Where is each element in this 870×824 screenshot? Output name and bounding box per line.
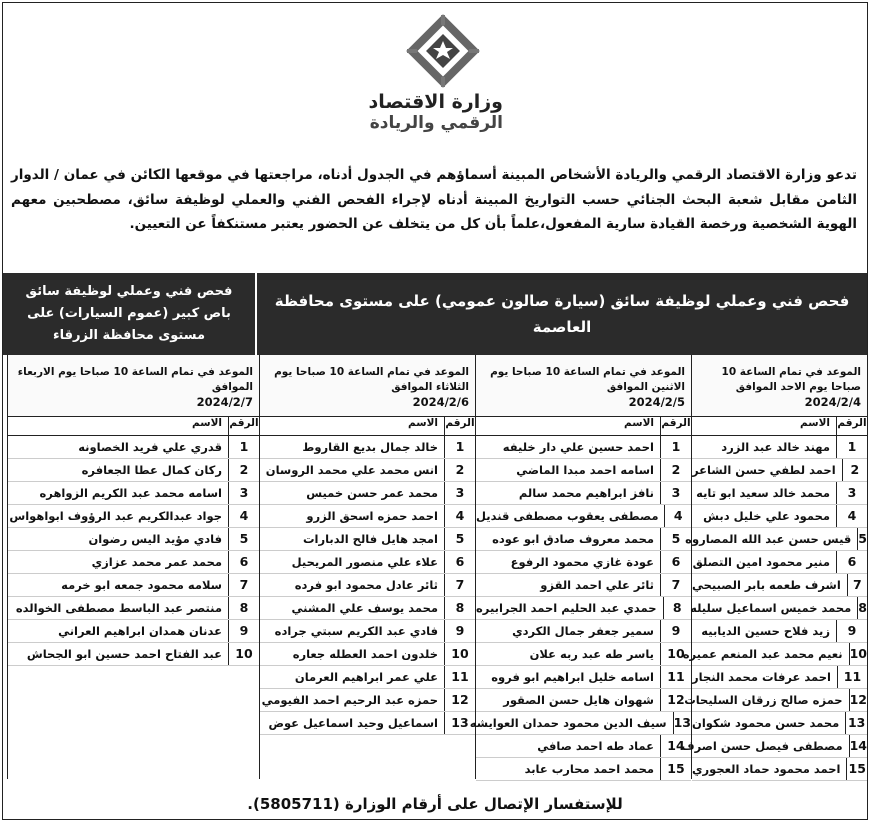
table-row (692, 459, 867, 482)
schedule-column (681, 355, 867, 779)
table-row (682, 643, 867, 666)
row-number: 1 (836, 436, 867, 458)
table-row (260, 643, 475, 666)
row-name: محمد عمر محمد عزازي (91, 555, 222, 569)
table-row (692, 712, 867, 735)
row-name: حمزه صالح زرقان السليحات (684, 693, 843, 707)
row-name: زيد فلاح حسين الديابيه (701, 624, 830, 638)
row-number: 12 (849, 689, 867, 711)
table-row (692, 597, 867, 620)
table-header-row (692, 417, 867, 436)
ministry-emblem-icon (403, 11, 483, 91)
table-row (8, 620, 259, 643)
table-row (692, 574, 867, 597)
table-row (260, 689, 475, 712)
table-row (260, 482, 475, 505)
row-name: محمد خميس اسماعيل سليله (690, 601, 852, 615)
row-name: مصطفى يعقوب مصطفى قنديل (476, 509, 659, 523)
row-number: 11 (660, 666, 691, 688)
table-row (8, 459, 259, 482)
header-num: الرقم (836, 417, 867, 435)
table-row (8, 643, 259, 666)
row-name: محمد معروف صادق ابو عوده (492, 532, 654, 546)
header-num: الرقم (228, 417, 259, 435)
table-row (692, 551, 867, 574)
table-row (684, 689, 867, 712)
table-header-row (260, 417, 475, 436)
schedule-date: 2024/2/6 (412, 395, 469, 409)
schedule-column (259, 355, 475, 779)
row-number: 6 (228, 551, 259, 573)
row-number: 1 (228, 436, 259, 458)
row-number: 5 (228, 528, 259, 550)
row-name: حمدي عبد الحليم احمد الجرابيره (476, 601, 657, 615)
row-number: 13 (444, 712, 475, 734)
header-name: الاسم (408, 417, 438, 429)
row-name: محمود علي خليل دبش (703, 509, 830, 523)
table-row (476, 758, 691, 781)
schedule-column (7, 355, 259, 779)
row-number: 12 (660, 689, 691, 711)
schedule-date: 2024/2/5 (628, 395, 685, 409)
row-name: محمد حسن محمود شكوان (692, 716, 840, 730)
row-name: سيف الدين محمود حمدان العوايشه (469, 716, 667, 730)
ministry-logo (368, 11, 503, 146)
row-number: 7 (228, 574, 259, 596)
table-row (476, 574, 691, 597)
schedule-column (469, 355, 691, 779)
row-number: 13 (845, 712, 867, 734)
row-name: اشرف طعمه بابر الصبيحي (692, 578, 841, 592)
table-row (692, 482, 867, 505)
header-name: الاسم (624, 417, 654, 429)
ministry-name-line2: الرقمي والريادة (369, 113, 503, 133)
column-schedule-header (476, 355, 691, 417)
table-row (692, 666, 867, 689)
row-name: احمد محمود حماد العجوري (692, 762, 841, 776)
header-num: الرقم (444, 417, 475, 435)
row-name: جواد عبدالكريم عبد الرؤوف ابواهواس (9, 509, 222, 523)
table-row (692, 436, 867, 459)
column-schedule-header (8, 355, 259, 417)
ministry-name-line1: وزارة الاقتصاد (368, 91, 503, 113)
row-number: 9 (836, 620, 867, 642)
row-name: عماد طه احمد صافي (537, 739, 654, 753)
row-number: 11 (837, 666, 867, 688)
row-name: امجد هايل فالح الدبارات (303, 532, 438, 546)
row-number: 2 (228, 459, 259, 481)
table-row (260, 505, 475, 528)
header-capital-exam: فحص فني وعملي لوظيفة سائق (سيارة صالون عمومي) على مستوى محافظة العاصمة (257, 273, 867, 355)
table-row (260, 574, 475, 597)
table-row (476, 459, 691, 482)
table-row (260, 712, 475, 735)
column-schedule-header (692, 355, 867, 417)
row-name: فادي مؤيد اليس رضوان (88, 532, 222, 546)
row-name: قدري علي فريد الخصاونه (78, 440, 222, 454)
row-name: سمير جعفر جمال الكردي (512, 624, 654, 638)
row-name: فادي عبد الكريم سبتي جراده (274, 624, 438, 638)
table-row (260, 436, 475, 459)
row-name: ياسر طه عبد ربه علان (529, 647, 654, 661)
row-number: 4 (444, 505, 475, 527)
row-number: 6 (444, 551, 475, 573)
row-name: مصطفى فيصل حسن اصرف (681, 739, 843, 753)
table-row (692, 758, 867, 781)
table-row (476, 551, 691, 574)
schedule-text: الموعد في تمام الساعة 10 صباحا يوم الاربعاء الموافق (17, 366, 253, 393)
row-number: 8 (444, 597, 475, 619)
row-name: علاء علي منصور المريحيل (291, 555, 438, 569)
row-name: محمد خالد سعيد ابو تايه (696, 486, 830, 500)
table-row (260, 620, 475, 643)
row-name: ثائر علي احمد القزو (540, 578, 654, 592)
table-row (692, 620, 867, 643)
row-number: 3 (228, 482, 259, 504)
row-name: علي عمر ابراهيم العرمان (294, 670, 438, 684)
schedule-date: 2024/2/4 (804, 395, 861, 409)
row-number: 9 (228, 620, 259, 642)
table-row (476, 643, 691, 666)
row-name: اسامه احمد مبدا الماضي (516, 463, 654, 477)
row-number: 10 (660, 643, 691, 665)
table-header-row (8, 417, 259, 436)
row-number: 2 (842, 459, 867, 481)
table-row (476, 666, 691, 689)
table-row (476, 505, 691, 528)
row-name: نعيم محمد عبد المنعم عميره (682, 647, 843, 661)
schedule-text: الموعد في تمام الساعة 10 صباحا يوم الثلاثاء الموافق (274, 366, 469, 393)
row-name: احمد حمزه اسحق الزرو (306, 509, 438, 523)
row-number: 3 (660, 482, 691, 504)
row-name: انس محمد علي محمد الروسان (265, 463, 438, 477)
row-name: اسامه محمد عبد الكريم الزواهره (39, 486, 222, 500)
row-name: حمزه عبد الرحيم احمد الفيومي (261, 693, 438, 707)
row-number: 4 (664, 505, 691, 527)
header-zarqa-exam: فحص فني وعملي لوظيفة سائق باص كبير (عموم السيارات) على مستوى محافظة الزرقاء (3, 273, 255, 355)
row-number: 2 (444, 459, 475, 481)
row-number: 8 (663, 597, 691, 619)
table-row (8, 597, 259, 620)
table-row (685, 528, 867, 551)
header-name: الاسم (192, 417, 222, 429)
table-row (476, 735, 691, 758)
row-name: عودة غازي محمود الرفوع (510, 555, 654, 569)
row-name: منير محمود امين التصلق (692, 555, 830, 569)
intro-paragraph: تدعو وزارة الاقتصاد الرقمي والريادة الأشخاص المبينة أسماؤهم في الجدول أدناه، مراجعتها في موقعها الكائن في عمان / الدوار الثامن مقابل شعبة البحث الجنائي حسب التواريخ المبينة أدناه لإجراء الفحص الفني والعملي لوظيفة سائق، مصطحبين معهم الهوية الشخصية ورخصة القيادة سارية المفعول،علماً بأن كل من يتخلف عن الحضور يعتبر مستنكفاً عن التعيين. (11, 167, 857, 232)
table-row (469, 712, 691, 735)
row-name: مهند خالد عبد الزرد (721, 440, 830, 454)
table-row (8, 436, 259, 459)
row-number: 15 (660, 758, 691, 780)
row-number: 5 (857, 528, 867, 550)
row-number: 10 (228, 643, 259, 665)
row-number: 15 (846, 758, 867, 780)
table-row (476, 620, 691, 643)
table-row (8, 551, 259, 574)
row-number: 1 (660, 436, 691, 458)
header-name: الاسم (800, 417, 830, 429)
table-row (260, 597, 475, 620)
row-number: 8 (857, 597, 867, 619)
row-name: محمد احمد محارب عابد (524, 762, 654, 776)
row-number: 13 (673, 712, 691, 734)
row-number: 10 (849, 643, 867, 665)
table-row (692, 505, 867, 528)
table-row (476, 689, 691, 712)
table-row (476, 597, 691, 620)
table-row (8, 505, 259, 528)
row-number: 5 (444, 528, 475, 550)
table-row (476, 528, 691, 551)
row-name: منتصر عبد الباسط مصطفى الخوالده (15, 601, 222, 615)
row-number: 7 (847, 574, 867, 596)
row-name: نافز ابراهيم محمد سالم (518, 486, 654, 500)
table-row (260, 528, 475, 551)
column-schedule-header (260, 355, 475, 417)
row-name: ثائر عادل محمود ابو فرده (294, 578, 438, 592)
row-number: 7 (444, 574, 475, 596)
row-number: 6 (836, 551, 867, 573)
row-name: سلامه محمود جمعه ابو خرمه (61, 578, 222, 592)
table-row (260, 459, 475, 482)
row-name: شهوان هايل حسن الصقور (503, 693, 654, 707)
row-name: عدنان همدان ابراهيم العراني (58, 624, 222, 638)
row-number: 11 (444, 666, 475, 688)
announcement-page (2, 2, 868, 820)
row-name: عبد الفتاح احمد حسين ابو الجحاش (26, 647, 222, 661)
table-row (681, 735, 867, 758)
row-number: 6 (660, 551, 691, 573)
row-name: قيس حسن عبد الله المصاروه (685, 532, 852, 546)
table-row (476, 482, 691, 505)
row-name: اسماعيل وحيد اسماعيل عوض (268, 716, 438, 730)
table-row (260, 551, 475, 574)
row-number: 4 (836, 505, 867, 527)
row-number: 4 (228, 505, 259, 527)
schedule-date: 2024/2/7 (196, 395, 253, 409)
row-number: 7 (660, 574, 691, 596)
row-name: محمد يوسف علي المشني (291, 601, 438, 615)
row-number: 14 (849, 735, 867, 757)
contact-footer: للإستفسار الإتصال على أرقام الوزارة (5805711). (247, 795, 623, 813)
row-name: اسامه خليل ابراهيم ابو فروه (491, 670, 654, 684)
table-row (8, 574, 259, 597)
row-number: 14 (660, 735, 691, 757)
row-name: احمد حسين علي دار خليفه (502, 440, 654, 454)
row-number: 9 (660, 620, 691, 642)
row-number: 9 (444, 620, 475, 642)
row-number: 5 (660, 528, 691, 550)
row-name: محمد عمر حسن خميس (306, 486, 438, 500)
row-name: خلدون احمد العطله جعاره (292, 647, 438, 661)
header-num: الرقم (660, 417, 691, 435)
schedule-text: الموعد في تمام الساعة 10 صباحا يوم الاثنين الموافق (490, 366, 685, 393)
table-row (8, 528, 259, 551)
row-number: 3 (836, 482, 867, 504)
row-number: 3 (444, 482, 475, 504)
table-row (8, 482, 259, 505)
schedule-text: الموعد في تمام الساعة 10 صباحا يوم الاحد الموافق (721, 366, 861, 393)
row-number: 1 (444, 436, 475, 458)
row-number: 10 (444, 643, 475, 665)
row-name: ركان كمال عطا الجعافره (81, 463, 222, 477)
row-name: احمد عرفات محمد النجار (692, 670, 831, 684)
table-row (476, 436, 691, 459)
row-name: احمد لطفي حسن الشاعر (692, 463, 836, 477)
row-name: خالد جمال بديع القاروط (302, 440, 438, 454)
row-number: 2 (660, 459, 691, 481)
row-number: 8 (228, 597, 259, 619)
table-header-row (476, 417, 691, 436)
table-row (260, 666, 475, 689)
row-number: 12 (444, 689, 475, 711)
